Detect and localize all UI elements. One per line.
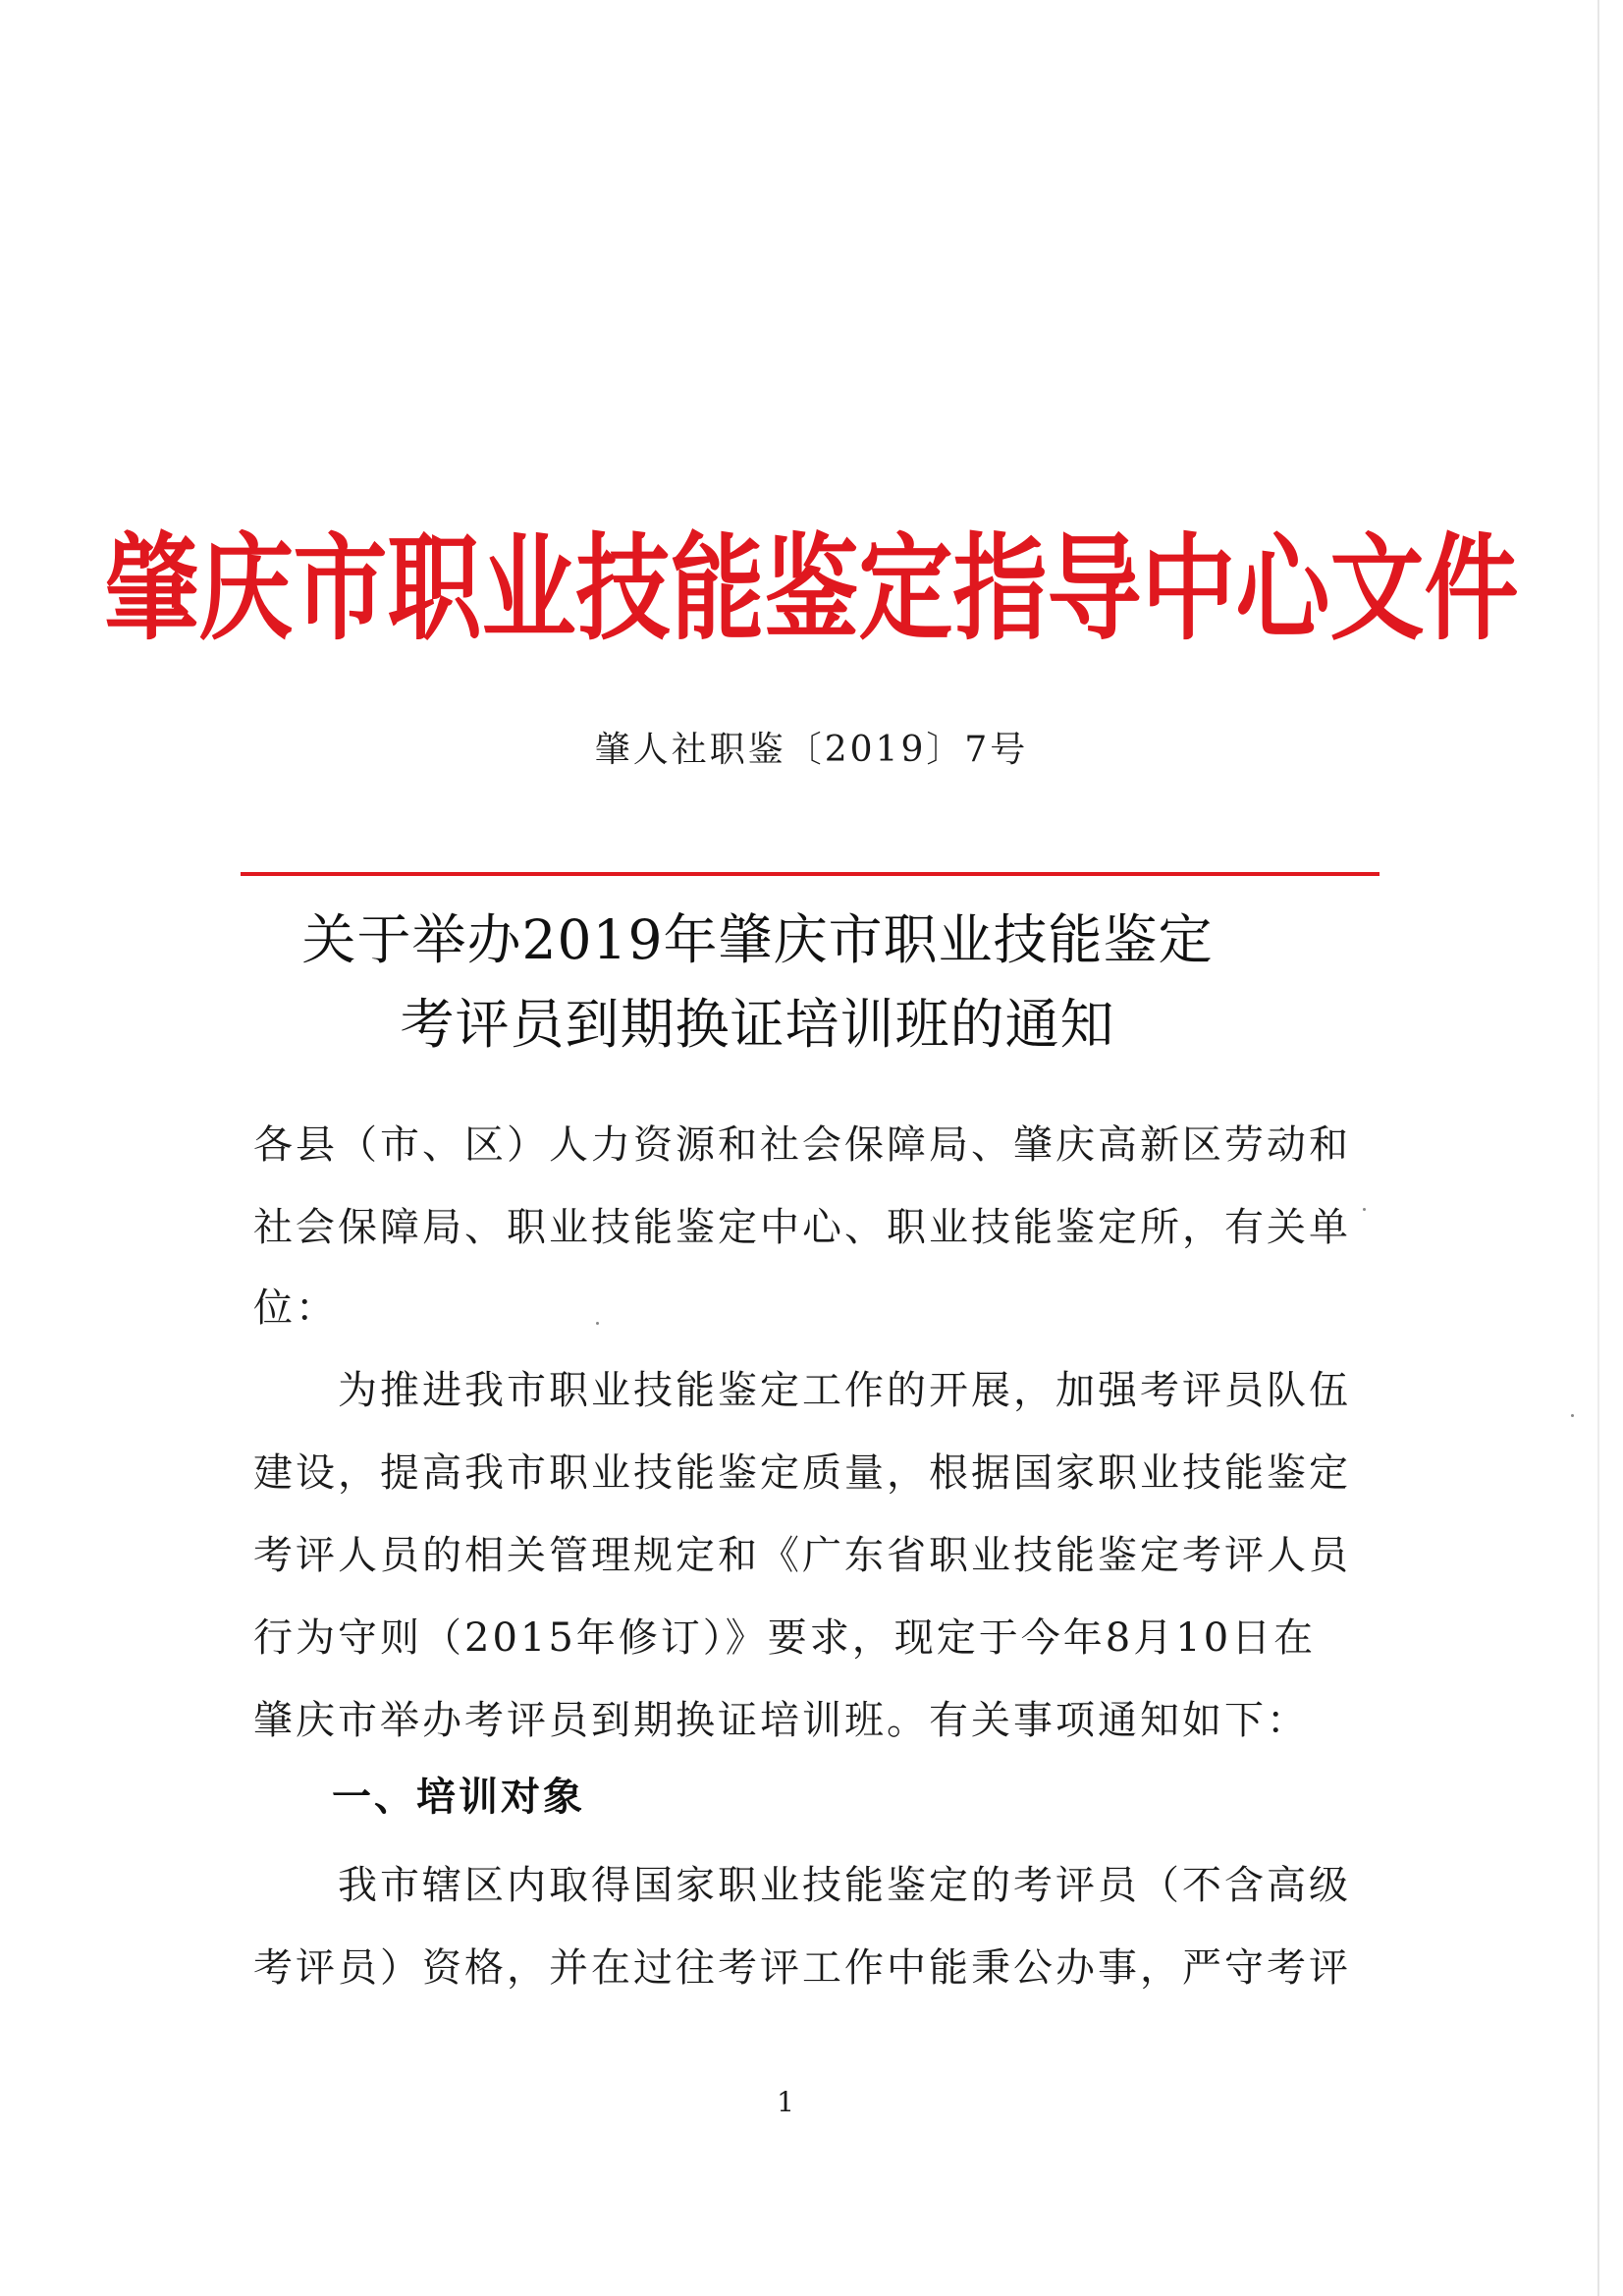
intro-line-2: 建设，提高我市职业技能鉴定质量，根据国家职业技能鉴定 <box>253 1450 1351 1496</box>
masthead-title: 肇庆市职业技能鉴定指导中心文件 <box>104 521 1519 657</box>
scan-edge <box>1597 0 1599 2296</box>
scan-speck <box>1571 1414 1574 1417</box>
addressee-line-1: 各县（市、区）人力资源和社会保障局、肇庆高新区劳动和 <box>253 1122 1351 1168</box>
document-number: 肇人社职鉴〔2019〕7号 <box>594 730 1029 770</box>
page-number: 1 <box>777 2086 794 2118</box>
section1-line-1: 我市辖区内取得国家职业技能鉴定的考评员（不含高级 <box>253 1863 1351 1908</box>
section-heading-training-target: 一、培训对象 <box>332 1775 585 1820</box>
notice-title-line-2: 考评员到期换证培训班的通知 <box>400 993 1115 1056</box>
red-divider-line <box>241 872 1380 876</box>
scan-speck <box>596 1322 599 1325</box>
intro-line-1: 为推进我市职业技能鉴定工作的开展，加强考评员队伍 <box>253 1368 1351 1413</box>
intro-line-4: 行为守则（2015年修订）》要求，现定于今年8月10日在 <box>253 1615 1317 1661</box>
intro-line-3: 考评人员的相关管理规定和《广东省职业技能鉴定考评人员 <box>253 1533 1351 1578</box>
scan-speck <box>1363 1208 1366 1211</box>
addressee-line-2: 社会保障局、职业技能鉴定中心、职业技能鉴定所，有关单 <box>253 1205 1351 1250</box>
intro-line-5: 肇庆市举办考评员到期换证培训班。有关事项通知如下： <box>253 1698 1309 1743</box>
addressee-line-3: 位： <box>253 1285 338 1331</box>
section1-line-2: 考评员）资格，并在过往考评工作中能秉公办事，严守考评 <box>253 1945 1351 1991</box>
notice-title-line-1: 关于举办2019年肇庆市职业技能鉴定 <box>301 908 1214 971</box>
